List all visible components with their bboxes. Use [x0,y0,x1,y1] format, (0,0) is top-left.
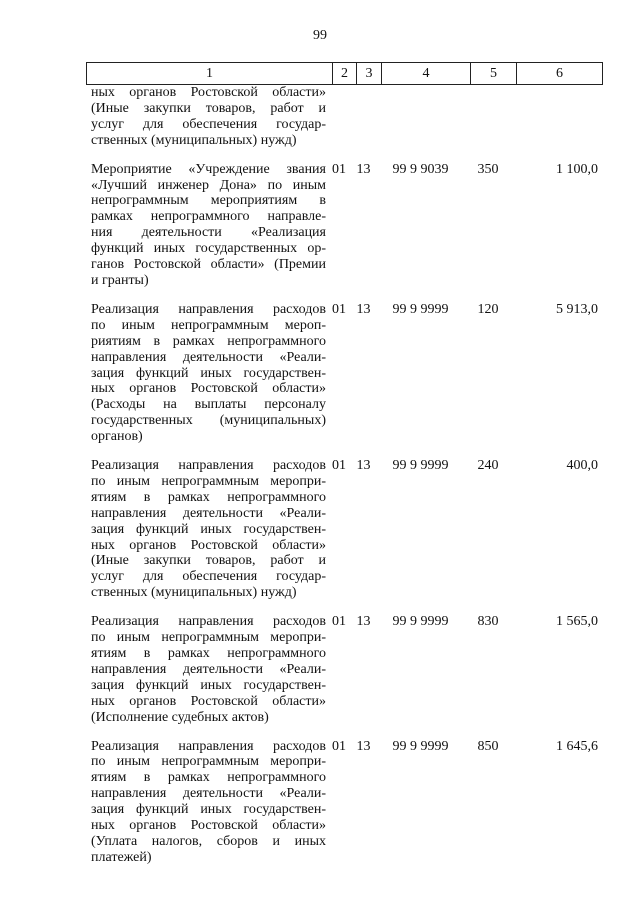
description-line: (Исполнение судебных актов) [91,709,269,725]
target-article-code: 99 9 9999 [392,738,449,754]
description-line: по иным непрограммным меропри- [91,473,326,489]
description-line: ния деятельности «Реализация [91,225,326,241]
table-row [86,85,602,149]
description-line: ственных (муниципальных) нужд) [91,585,297,601]
target-article-code: 99 9 9039 [392,161,449,177]
amount: 5 913,0 [556,301,598,317]
description-line: государственных (муниципальных) [91,413,326,429]
expense-type-code: 850 [477,738,499,754]
expense-type-code: 830 [477,614,499,630]
description-line: Реализация направления расходов [91,458,326,474]
table-row [86,739,602,866]
header-col-3: 3 [357,63,382,85]
amount: 1 100,0 [556,161,598,177]
description-line: направления деятельности «Реали- [91,786,326,802]
description-line: (Уплата налогов, сборов и иных [91,833,326,849]
target-article-code: 99 9 9999 [392,614,449,630]
description-line: риятиям в рамках непрограммного [91,333,326,349]
description-line: органов) [91,429,143,445]
target-article-code: 99 9 9999 [392,301,449,317]
subsection-code: 13 [356,614,371,630]
description-line: зация функций иных государствен- [91,521,326,537]
header-col-6: 6 [517,63,603,85]
description-line: функций иных государственных ор- [91,241,326,257]
description-line: ственных (муниципальных) нужд) [91,132,297,148]
description-line: ятиям в рамках непрограммного [91,489,326,505]
description-line: (Иные закупки товаров, работ и [91,553,326,569]
expense-type-code: 240 [477,458,499,474]
target-article-code: 99 9 9999 [392,458,449,474]
header-col-5: 5 [471,63,517,85]
description-line: (Иные закупки товаров, работ и [91,100,326,116]
description-line: по иным непрограммным меропри- [91,754,326,770]
section-code: 01 [332,161,346,177]
description-line: услуг для обеспечения государ- [91,569,326,585]
expense-type-code: 120 [477,301,499,317]
description-line: Реализация направления расходов [91,738,326,754]
description-line: ганов Ростовской области» (Премии [91,257,326,273]
description-line: платежей) [91,849,152,865]
section-code: 01 [332,301,346,317]
description-line: зация функций иных государствен- [91,365,326,381]
description-line: по иным непрограммным меропри- [91,630,326,646]
description-line: «Лучший инженер Дона» по иным [91,177,326,193]
table-row [86,614,602,725]
description-line: (Расходы на выплаты персоналу [91,397,326,413]
subsection-code: 13 [356,458,371,474]
description-line: по иным непрограммным мероп- [91,317,326,333]
row-description [86,85,327,149]
row-description [86,302,327,445]
header-col-4: 4 [382,63,471,85]
description-line: направления деятельности «Реали- [91,349,326,365]
amount: 1 645,6 [556,738,598,754]
amount: 400,0 [566,458,598,474]
table-body [86,85,602,879]
description-line: рамках непрограммного направле- [91,209,326,225]
subsection-code: 13 [356,301,371,317]
description-line: зация функций иных государствен- [91,677,326,693]
description-line: непрограммным мероприятиям в [91,193,326,209]
row-description [86,614,327,725]
amount: 1 565,0 [556,614,598,630]
section-code: 01 [332,738,346,754]
description-line: ятиям в рамках непрограммного [91,770,326,786]
description-line: ных органов Ростовской области» [91,818,326,834]
section-code: 01 [332,614,346,630]
row-description [86,162,327,289]
expense-type-code: 350 [477,161,499,177]
table-row [86,302,602,445]
description-line: Реализация направления расходов [91,614,326,630]
description-line: услуг для обеспечения государ- [91,116,326,132]
description-line: ных органов Ростовской области» [91,381,326,397]
header-col-1: 1 [87,63,333,85]
subsection-code: 13 [356,161,371,177]
description-line: направления деятельности «Реали- [91,505,326,521]
subsection-code: 13 [356,738,371,754]
description-line: ных органов Ростовской области» [91,85,326,100]
row-description [86,458,327,601]
table-row [86,458,602,601]
description-line: и гранты) [91,272,149,288]
column-header-row [86,62,603,85]
header-col-2: 2 [333,63,357,85]
section-code: 01 [332,458,346,474]
description-line: направления деятельности «Реали- [91,661,326,677]
table-row [86,162,602,289]
description-line: Мероприятие «Учреждение звания [91,161,326,177]
page-number: 99 [313,28,327,43]
row-description [86,739,327,866]
description-line: Реализация направления расходов [91,301,326,317]
description-line: ятиям в рамках непрограммного [91,646,326,661]
description-line: ных органов Ростовской области» [91,693,326,709]
description-line: зация функций иных государствен- [91,802,326,818]
description-line: ных органов Ростовской области» [91,537,326,553]
